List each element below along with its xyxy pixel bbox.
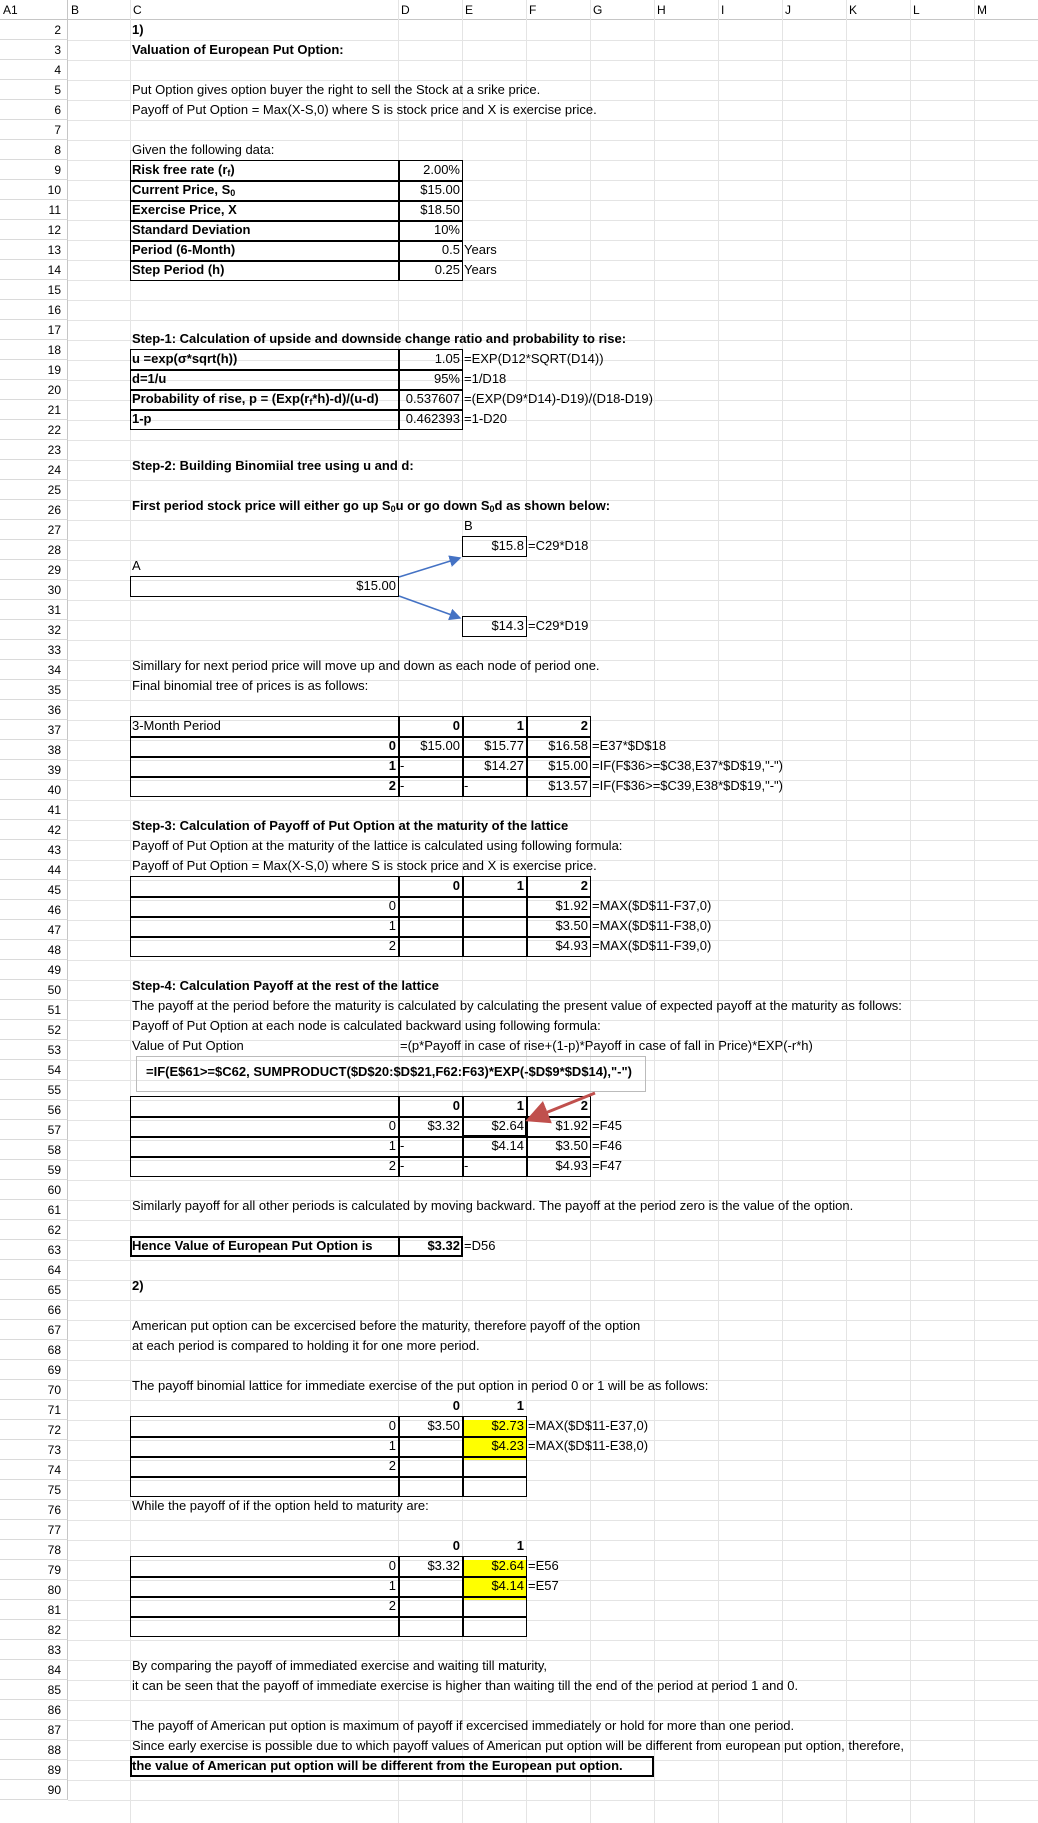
cell: - <box>400 1138 405 1153</box>
unit-years: Years <box>464 242 497 257</box>
column-header-m[interactable]: M <box>974 0 1038 20</box>
row-header[interactable]: 17 <box>0 320 68 340</box>
row-header[interactable]: 30 <box>0 580 68 600</box>
cell: $3.50 <box>555 1138 588 1153</box>
row-head: 0 <box>388 1418 396 1433</box>
cell: - <box>400 1158 405 1173</box>
label-text: Risk free rate (r <box>132 162 228 177</box>
row-header[interactable]: 37 <box>0 720 68 740</box>
col-head: 1 <box>516 1398 524 1413</box>
row-header[interactable]: 9 <box>0 160 68 180</box>
row-head: 1 <box>388 918 396 933</box>
formula: =IF(F$36>=$C38,E37*$D$19,"-") <box>592 758 783 773</box>
name-box[interactable]: A1 <box>0 0 68 20</box>
row-header[interactable]: 47 <box>0 920 68 940</box>
row-head: 1 <box>388 1138 396 1153</box>
cell: $4.93 <box>555 938 588 953</box>
text-cell: Final binomial tree of prices is as follows: <box>132 678 369 693</box>
step3-heading: Step-3: Calculation of Payoff of Put Option at the maturity of the lattice <box>132 818 569 833</box>
row-header[interactable]: 51 <box>0 1000 68 1020</box>
col-head: 2 <box>580 718 588 733</box>
text-cell: Payoff of Put Option = Max(X-S,0) where S is stock price and X is exercise price. <box>132 858 597 873</box>
formula: =MAX($D$11-E37,0) <box>528 1418 649 1433</box>
row-header[interactable]: 18 <box>0 340 68 360</box>
row-header[interactable]: 29 <box>0 560 68 580</box>
col-head: 1 <box>516 878 524 893</box>
step2-heading: Step-2: Building Binomiial tree using u and d: <box>132 458 414 473</box>
node-a-label: A <box>132 558 141 573</box>
row-header[interactable]: 54 <box>0 1060 68 1080</box>
formula-u: =EXP(D12*SQRT(D14)) <box>464 351 604 366</box>
cell: - <box>464 1158 469 1173</box>
column-header-c[interactable]: C <box>130 0 398 20</box>
label-exercise-price: Exercise Price, X <box>132 202 237 217</box>
node-b-label: B <box>464 518 473 533</box>
label-text: *h)-d)/(u-d) <box>312 391 379 406</box>
row-head: 0 <box>388 898 396 913</box>
row-header[interactable]: 43 <box>0 840 68 860</box>
value-step-period: 0.25 <box>434 262 460 277</box>
row-head: 2 <box>388 1458 396 1473</box>
cell: $3.32 <box>427 1558 460 1573</box>
row-header[interactable]: 33 <box>0 640 68 660</box>
row-header[interactable]: 26 <box>0 500 68 520</box>
value-u: 1.05 <box>434 351 460 366</box>
value-standard-deviation: 10% <box>433 222 460 237</box>
row-header[interactable]: 69 <box>0 1360 68 1380</box>
row-header[interactable]: 74 <box>0 1460 68 1480</box>
value-d: 95% <box>433 371 460 386</box>
row-header[interactable]: 50 <box>0 980 68 1000</box>
text-cell: Value of Put Option <box>132 1038 244 1053</box>
row-header[interactable]: 19 <box>0 360 68 380</box>
text-part: u or go down S <box>395 498 490 513</box>
row-header[interactable]: 5 <box>0 80 68 100</box>
row-header[interactable]: 21 <box>0 400 68 420</box>
formula-text: =IF(E$61>=$C62, SUMPRODUCT($D$20:$D$21,F62:F63)*EXP(-$D$9*$D$14),"-") <box>146 1064 632 1079</box>
cell: $2.73 <box>491 1418 524 1433</box>
value-risk-free-rate: 2.00% <box>423 162 460 177</box>
formula: =F45 <box>592 1118 622 1133</box>
row-header[interactable]: 68 <box>0 1340 68 1360</box>
row-header[interactable]: 32 <box>0 620 68 640</box>
text-cell: Put Option gives option buyer the right to sell the Stock at a srike price. <box>132 82 541 97</box>
row-header[interactable]: 88 <box>0 1740 68 1760</box>
label-period: Period (6-Month) <box>132 242 236 257</box>
node-down-value: $14.3 <box>491 618 524 633</box>
label-text: ) <box>230 162 235 177</box>
row-header[interactable]: 25 <box>0 480 68 500</box>
row-header[interactable]: 12 <box>0 220 68 240</box>
formula-up: =C29*D18 <box>528 538 589 553</box>
result-label: Hence Value of European Put Option is <box>132 1238 373 1253</box>
cell: $13.57 <box>548 778 588 793</box>
row-header[interactable]: 76 <box>0 1500 68 1520</box>
row-header[interactable]: 72 <box>0 1420 68 1440</box>
row-header[interactable]: 11 <box>0 200 68 220</box>
row-header[interactable]: 10 <box>0 180 68 200</box>
cell: $15.77 <box>484 738 524 753</box>
row-header[interactable]: 67 <box>0 1320 68 1340</box>
subscript: 0 <box>390 504 396 514</box>
formula: =MAX($D$11-F39,0) <box>592 938 712 953</box>
step4-heading: Step-4: Calculation Payoff at the rest of the lattice <box>132 978 439 993</box>
conclusion-text: the value of American put option will be different from the European put option. <box>132 1758 623 1773</box>
column-header-b[interactable]: B <box>68 0 130 20</box>
text-cell: Payoff of Put Option = Max(X-S,0) where S is stock price and X is exercise price. <box>132 102 597 117</box>
row-header[interactable]: 48 <box>0 940 68 960</box>
formula: =MAX($D$11-F37,0) <box>592 898 712 913</box>
arrow-up-icon <box>399 558 460 577</box>
value-probability: 0.537607 <box>405 391 460 406</box>
col-head: 1 <box>516 718 524 733</box>
column-header-d[interactable]: D <box>398 0 462 20</box>
label-step-period: Step Period (h) <box>132 262 225 277</box>
node-up-value: $15.8 <box>491 538 524 553</box>
text-cell: at each period is compared to holding it for one more period. <box>132 1338 480 1353</box>
cell: $3.32 <box>427 1118 460 1133</box>
column-header-g[interactable]: G <box>590 0 654 20</box>
table-header: 3-Month Period <box>132 718 221 733</box>
text-cell: Given the following data: <box>132 142 275 157</box>
text-cell: Simillary for next period price will move up and down as each node of period one. <box>132 658 600 673</box>
row-header[interactable]: 80 <box>0 1580 68 1600</box>
row-header[interactable]: 24 <box>0 460 68 480</box>
row-header[interactable]: 13 <box>0 240 68 260</box>
cell: $4.93 <box>555 1158 588 1173</box>
row-header[interactable]: 60 <box>0 1180 68 1200</box>
row-header[interactable]: 70 <box>0 1380 68 1400</box>
col-head: 0 <box>452 878 460 893</box>
subscript: 0 <box>230 188 236 198</box>
row-header[interactable]: 34 <box>0 660 68 680</box>
row-header[interactable]: 78 <box>0 1540 68 1560</box>
text-cell: The payoff binomial lattice for immediate exercise of the put option in period 0 or 1 will be as follows: <box>132 1378 709 1393</box>
formula-d: =1/D18 <box>464 371 507 386</box>
text-cell: By comparing the payoff of immediated exercise and waiting till maturity, <box>132 1658 547 1673</box>
text-cell: While the payoff of if the option held to maturity are: <box>132 1498 429 1513</box>
row-header[interactable]: 31 <box>0 600 68 620</box>
row-header[interactable]: 65 <box>0 1280 68 1300</box>
text-cell: American put option can be excercised before the maturity, therefore payoff of the option <box>132 1318 641 1333</box>
row-header[interactable]: 27 <box>0 520 68 540</box>
row-header[interactable]: 75 <box>0 1480 68 1500</box>
row-header[interactable]: 85 <box>0 1680 68 1700</box>
row-header[interactable]: 40 <box>0 780 68 800</box>
formula: =F46 <box>592 1138 622 1153</box>
text-cell: The payoff at the period before the maturity is calculated by calculating the present value of expected payoff at the maturity as follows: <box>132 998 902 1013</box>
row-header[interactable]: 45 <box>0 880 68 900</box>
formula: =E37*$D$18 <box>592 738 667 753</box>
row-header[interactable]: 49 <box>0 960 68 980</box>
formula-1-minus-p: =1-D20 <box>464 411 507 426</box>
col-head: 2 <box>580 1098 588 1113</box>
label-standard-deviation: Standard Deviation <box>132 222 251 237</box>
row-head: 2 <box>388 938 396 953</box>
label-1-minus-p: 1-p <box>132 411 152 426</box>
row-header[interactable]: 42 <box>0 820 68 840</box>
row-header[interactable]: 8 <box>0 140 68 160</box>
cell: $4.14 <box>491 1578 524 1593</box>
row-head: 2 <box>388 1158 396 1173</box>
row-header[interactable]: 77 <box>0 1520 68 1540</box>
label-text: Current Price, S <box>132 182 231 197</box>
unit-years: Years <box>464 262 497 277</box>
row-header[interactable]: 44 <box>0 860 68 880</box>
row-header[interactable]: 36 <box>0 700 68 720</box>
text-part: First period stock price will either go up S <box>132 498 391 513</box>
value-current-price: $15.00 <box>420 182 460 197</box>
row-head: 2 <box>388 778 396 793</box>
row-header[interactable]: 3 <box>0 40 68 60</box>
label-u: u =exp(σ*sqrt(h)) <box>132 351 238 366</box>
row-header[interactable]: 46 <box>0 900 68 920</box>
row-header[interactable]: 14 <box>0 260 68 280</box>
row-head: 1 <box>388 758 396 773</box>
row-header[interactable]: 79 <box>0 1560 68 1580</box>
cell: - <box>464 778 469 793</box>
row-header[interactable]: 23 <box>0 440 68 460</box>
column-header-i[interactable]: I <box>718 0 782 20</box>
cell: $15.00 <box>420 738 460 753</box>
row-header[interactable]: 28 <box>0 540 68 560</box>
row-header[interactable]: 73 <box>0 1440 68 1460</box>
cell: $16.58 <box>548 738 588 753</box>
column-header-j[interactable]: J <box>782 0 846 20</box>
row-header[interactable]: 87 <box>0 1720 68 1740</box>
row-head: 1 <box>388 1578 396 1593</box>
row-head: 2 <box>388 1598 396 1613</box>
row-header[interactable]: 71 <box>0 1400 68 1420</box>
row-header[interactable]: 86 <box>0 1700 68 1720</box>
question-1-label: 1) <box>132 22 144 37</box>
label-text: Probability of rise, p = (Exp(r <box>132 391 310 406</box>
label-risk-free-rate <box>130 160 237 180</box>
row-header[interactable]: 63 <box>0 1240 68 1260</box>
cell: $3.50 <box>427 1418 460 1433</box>
row-header[interactable]: 15 <box>0 280 68 300</box>
row-header[interactable]: 39 <box>0 760 68 780</box>
row-header[interactable]: 62 <box>0 1220 68 1240</box>
value-exercise-price: $18.50 <box>420 202 460 217</box>
row-header[interactable]: 55 <box>0 1080 68 1100</box>
formula: =E57 <box>528 1578 559 1593</box>
col-head: 2 <box>580 878 588 893</box>
row-head: 0 <box>388 738 396 753</box>
formula: =IF(F$36>=$C39,E38*$D$19,"-") <box>592 778 783 793</box>
formula-down: =C29*D19 <box>528 618 589 633</box>
cell: $4.23 <box>491 1438 524 1453</box>
formula: =E56 <box>528 1558 559 1573</box>
text-cell: Payoff of Put Option at the maturity of the lattice is calculated using following formula: <box>132 838 623 853</box>
cell: $1.92 <box>555 898 588 913</box>
column-header-l[interactable]: L <box>910 0 974 20</box>
row-header[interactable]: 89 <box>0 1760 68 1780</box>
text-part: d as shown below: <box>494 498 611 513</box>
value-1-minus-p: 0.462393 <box>405 411 460 426</box>
row-header[interactable]: 53 <box>0 1040 68 1060</box>
row-header[interactable]: 41 <box>0 800 68 820</box>
column-header-k[interactable]: K <box>846 0 910 20</box>
row-header[interactable]: 22 <box>0 420 68 440</box>
cell: $15.00 <box>548 758 588 773</box>
row-header[interactable]: 83 <box>0 1640 68 1660</box>
subscript: 0 <box>489 504 495 514</box>
text-cell: The payoff of American put option is maximum of payoff if excercised immediately or hold for more than one period. <box>132 1718 795 1733</box>
row-header[interactable]: 59 <box>0 1160 68 1180</box>
row-header[interactable]: 81 <box>0 1600 68 1620</box>
cell: $3.50 <box>555 918 588 933</box>
node-root-value: $15.00 <box>356 578 396 593</box>
cell: $1.92 <box>555 1118 588 1133</box>
result-value: $3.32 <box>427 1238 460 1253</box>
text-cell <box>130 496 612 516</box>
row-header[interactable]: 16 <box>0 300 68 320</box>
cell[interactable]: $2.64 <box>491 1118 524 1133</box>
subscript: f <box>227 168 231 178</box>
formula-probability: =(EXP(D9*D14)-D19)/(D18-D19) <box>464 391 653 406</box>
label-current-price <box>130 180 237 200</box>
row-header[interactable]: 90 <box>0 1780 68 1800</box>
cell: $4.14 <box>491 1138 524 1153</box>
label-d: d=1/u <box>132 371 167 386</box>
formula: =MAX($D$11-F38,0) <box>592 918 712 933</box>
value-period: 0.5 <box>441 242 460 257</box>
row-header[interactable]: 82 <box>0 1620 68 1640</box>
col-head: 0 <box>452 718 460 733</box>
label-probability <box>130 389 381 409</box>
row-head: 0 <box>388 1118 396 1133</box>
row-header[interactable]: 57 <box>0 1120 68 1140</box>
col-head: 0 <box>452 1098 460 1113</box>
question-2-label: 2) <box>132 1278 144 1293</box>
step1-heading: Step-1: Calculation of upside and downside change ratio and probability to rise: <box>132 331 627 346</box>
col-head: 1 <box>516 1098 524 1113</box>
row-header[interactable]: 35 <box>0 680 68 700</box>
row-header[interactable]: 7 <box>0 120 68 140</box>
cell: $2.64 <box>491 1558 524 1573</box>
row-header[interactable]: 58 <box>0 1140 68 1160</box>
cell: $14.27 <box>484 758 524 773</box>
row-header[interactable]: 20 <box>0 380 68 400</box>
row-header[interactable]: 66 <box>0 1300 68 1320</box>
formula: =D56 <box>464 1238 496 1253</box>
cell: - <box>400 758 405 773</box>
formula: =F47 <box>592 1158 622 1173</box>
row-header[interactable]: 52 <box>0 1020 68 1040</box>
row-header[interactable]: 61 <box>0 1200 68 1220</box>
column-header-f[interactable]: F <box>526 0 590 20</box>
row-header[interactable]: 38 <box>0 740 68 760</box>
col-head: 0 <box>452 1538 460 1553</box>
row-header[interactable]: 84 <box>0 1660 68 1680</box>
subscript: f <box>309 397 313 407</box>
section-title: Valuation of European Put Option: <box>132 42 344 57</box>
text-cell: it can be seen that the payoff of immediate exercise is higher than waiting till the end of the period at period 1 and 0. <box>132 1678 799 1693</box>
row-header[interactable]: 56 <box>0 1100 68 1120</box>
text-cell: Payoff of Put Option at each node is calculated backward using following formula: <box>132 1018 601 1033</box>
row-head: 1 <box>388 1438 396 1453</box>
column-header-e[interactable]: E <box>462 0 526 20</box>
row-header[interactable]: 6 <box>0 100 68 120</box>
cell: - <box>400 778 405 793</box>
col-head: 1 <box>516 1538 524 1553</box>
row-head: 0 <box>388 1558 396 1573</box>
row-header[interactable]: 64 <box>0 1260 68 1280</box>
row-header[interactable]: 4 <box>0 60 68 80</box>
text-cell: Similarly payoff for all other periods is calculated by moving backward. The payoff at the period zero is the value of the option. <box>132 1198 854 1213</box>
text-cell: Since early exercise is possible due to which payoff values of American put option will be different from european put option, therefore, <box>132 1738 905 1753</box>
formula: =MAX($D$11-E38,0) <box>528 1438 649 1453</box>
row-header[interactable]: 2 <box>0 20 68 40</box>
column-header-h[interactable]: H <box>654 0 718 20</box>
arrow-down-icon <box>399 596 460 618</box>
col-head: 0 <box>452 1398 460 1413</box>
text-cell: =(p*Payoff in case of rise+(1-p)*Payoff in case of fall in Price)*EXP(-r*h) <box>400 1038 813 1053</box>
